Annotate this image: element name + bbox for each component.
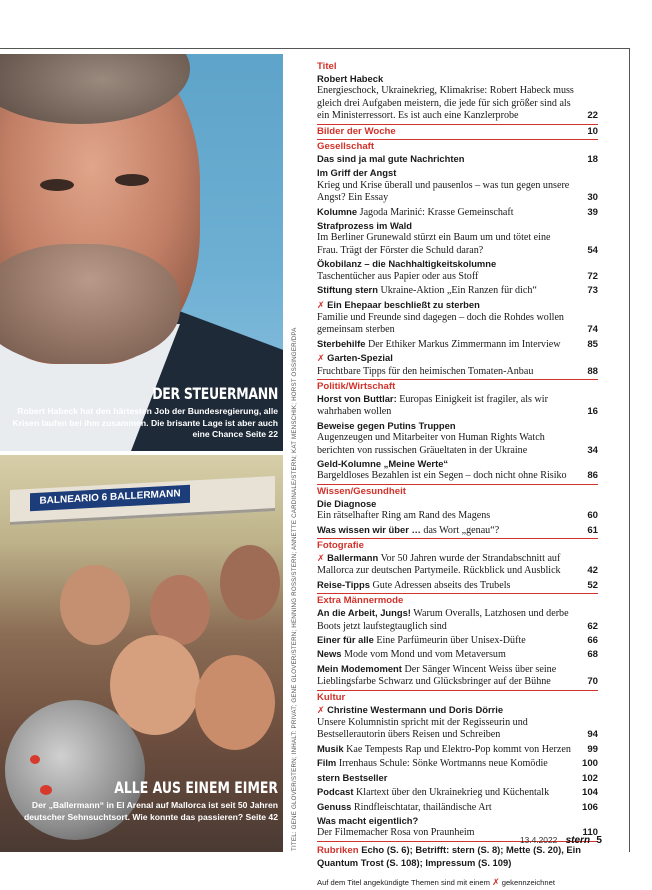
toc-entry[interactable]: Stiftung stern Ukraine-Aktion „Ein Ranzen für dich“ 73: [317, 284, 598, 297]
toc-entry[interactable]: Ökobilanz – die Nachhaltigkeitskolumne Taschentücher aus Papier oder aus Stoff 72: [317, 258, 598, 282]
section-titel: Titel: [317, 61, 337, 72]
toc-entry[interactable]: Im Griff der Angst Krieg und Krise überall und pausenlos – was tun gegen unsere Angst? Ein Essay 30: [317, 167, 598, 204]
toc-entry[interactable]: Genuss Rindfleischtatar, thailändische Art 106: [317, 800, 598, 813]
photo-caption-text: Der „Ballermann“ in El Arenal auf Mallorca ist seit 50 Jahren deutscher Sehnsuchtsort. Wie konnte das passieren?: [23, 800, 278, 822]
photo-page-ref: Seite 42: [245, 811, 278, 822]
page-footer: [520, 835, 602, 846]
toc-entry[interactable]: News Mode vom Mond und vom Metaversum 68: [317, 648, 598, 661]
photo-page-ref: Seite 22: [245, 429, 278, 439]
toc-entry[interactable]: Das sind ja mal gute Nachrichten 18: [317, 153, 598, 166]
top-rule: [0, 48, 630, 49]
table-of-contents: [317, 61, 598, 890]
toc-entry[interactable]: Film Irrenhaus Schule: Sönke Wortmanns neue Komödie 100: [317, 757, 598, 770]
toc-entry[interactable]: An die Arbeit, Jungs! Warum Overalls, Latzhosen und derbe Boots jetzt laufstegtauglich sind 62: [317, 607, 598, 632]
section-bilder: Bilder der Woche: [317, 125, 396, 137]
toc-entry[interactable]: [317, 126, 598, 138]
photo-caption-bottom: [8, 778, 278, 823]
magazine-brand: stern: [565, 835, 591, 846]
toc-entry[interactable]: Beweise gegen Putins Truppen Augenzeugen und Mitarbeiter von Human Rights Watch berichten von russischen Gräueltaten in der Ukraine 34: [317, 419, 598, 456]
toc-entry[interactable]: Mein Modemoment Der Sänger Wincent Weiss über seine Lieblingsfarbe Schwarz und Glücksbringer auf der Bühne 70: [317, 662, 598, 688]
photo-credits: TITEL: GENE GLOVER/STERN; INHALT: PRIVAT; GENE GLOVER/STERN; HENNING ROSS/STERN; ANNETTE CARDINALE/STERN; KAT MENSCHIK; HORST OSSINGER/DPA: [291, 327, 298, 851]
cover-topic-marker-icon: ✗: [317, 705, 325, 716]
toc-entry[interactable]: Podcast Klartext über den Ukrainekrieg und Küchentalk 104: [317, 786, 598, 799]
toc-entry[interactable]: Was macht eigentlich? Der Filmemacher Rosa von Praunheim 110: [317, 814, 598, 839]
page-number: 10: [587, 125, 598, 137]
cover-topic-marker-icon: ✗: [317, 554, 325, 564]
page-number: 22: [587, 110, 598, 122]
section-wissen: Wissen/Gesundheit: [317, 485, 406, 497]
toc-entry[interactable]: Musik Kae Tempests Rap und Elektro-Pop kommt von Herzen 99: [317, 742, 598, 755]
cover-topic-marker-icon: ✗: [492, 878, 500, 889]
toc-entry[interactable]: ✗ Ein Ehepaar beschließt zu sterben Familie und Freunde sind dagegen – doch die Rohdes wollen gemeinsam sterben 74: [317, 298, 598, 336]
toc-entry[interactable]: Die Diagnose Ein rätselhafter Ring am Rand des Magens 60: [317, 497, 598, 522]
photo-caption-text: Robert Habeck hat den härtesten Job der Bundesregierung, alle Krisen laufen bei ihm zusammen. Die brisante Lage ist aber auch eine Chance: [12, 406, 278, 439]
toc-entry[interactable]: Geld-Kolumne „Meine Werte“ Bargeldloses Bezahlen ist ein Segen – doch nicht ohne Risiko 86: [317, 457, 598, 482]
issue-date: 13.4.2022: [520, 835, 558, 845]
balneario-sign: BALNEARIO 6 BALLERMANN: [30, 485, 190, 511]
section-kultur: Kultur: [317, 691, 346, 703]
toc-entry[interactable]: Robert Habeck Energieschock, Ukrainekrieg, Klimakrise: Robert Habeck muss gleich drei Aufgaben meistern, die jede für sich größer sind als ein Ministerressort. Es ist auch eine Kanzlerprobe 22: [317, 73, 598, 122]
toc-entry[interactable]: Was wissen wir über … das Wort „genau“? 61: [317, 523, 598, 536]
toc-entry[interactable]: ✗ Garten-Spezial Fruchtbare Tipps für den heimischen Tomaten-Anbau 88: [317, 352, 598, 377]
toc-entry[interactable]: Horst von Buttlar: Europas Einigkeit ist fragiler, als wir wahrhaben wollen 16: [317, 392, 598, 418]
rubriken: Rubriken Echo (S. 6); Betrifft: stern (S. 8); Mette (S. 20), Ein Quantum Trost (S. 108); Impressum (S. 109): [317, 843, 582, 868]
section-politik: Politik/Wirtschaft: [317, 380, 396, 392]
cover-topic-note: Auf dem Titel angekündigte Themen sind mit einem ✗ gekennzeichnet: [317, 878, 555, 889]
toc-entry[interactable]: Sterbehilfe Der Ethiker Markus Zimmermann im Interview 85: [317, 337, 598, 350]
photo-title-top: DER STEUERMANN: [152, 384, 278, 403]
toc-entry[interactable]: Strafprozess im Wald Im Berliner Grunewald stürzt ein Baum um und tötet eine Frau. Trägt der Förster die Schuld daran? 54: [317, 220, 598, 256]
section-gesellschaft: Gesellschaft: [317, 141, 375, 153]
section-extra: Extra Männermode: [317, 595, 404, 607]
page-number-footer: 5: [596, 835, 602, 846]
cover-topic-marker-icon: ✗: [317, 354, 325, 365]
toc-entry[interactable]: Einer für alle Eine Parfümeurin über Unisex-Düfte 66: [317, 634, 598, 647]
right-rule: [629, 48, 630, 852]
toc-entry[interactable]: stern Bestseller 102: [317, 771, 598, 784]
section-fotografie: Fotografie: [317, 540, 364, 551]
photo-title-bottom: ALLE AUS EINEM EIMER: [114, 778, 278, 797]
toc-entry[interactable]: ✗ Ballermann Vor 50 Jahren wurde der Strandabschnitt auf Mallorca zur deutschen Partymeile. Rückblick und Ausblick 42: [317, 552, 598, 577]
toc-entry[interactable]: Reise-Tipps Gute Adressen abseits des Trubels 52: [317, 578, 598, 591]
photo-caption-top: [8, 384, 278, 441]
toc-entry[interactable]: ✗ Christine Westermann und Doris Dörrie Unsere Kolumnistin spricht mit der Regisseurin und Bestsellerautorin übers Reisen und Schreiben 94: [317, 703, 598, 741]
cover-topic-marker-icon: ✗: [317, 300, 325, 311]
toc-entry[interactable]: Kolumne Jagoda Marinić: Krasse Gemeinschaft 39: [317, 205, 598, 218]
